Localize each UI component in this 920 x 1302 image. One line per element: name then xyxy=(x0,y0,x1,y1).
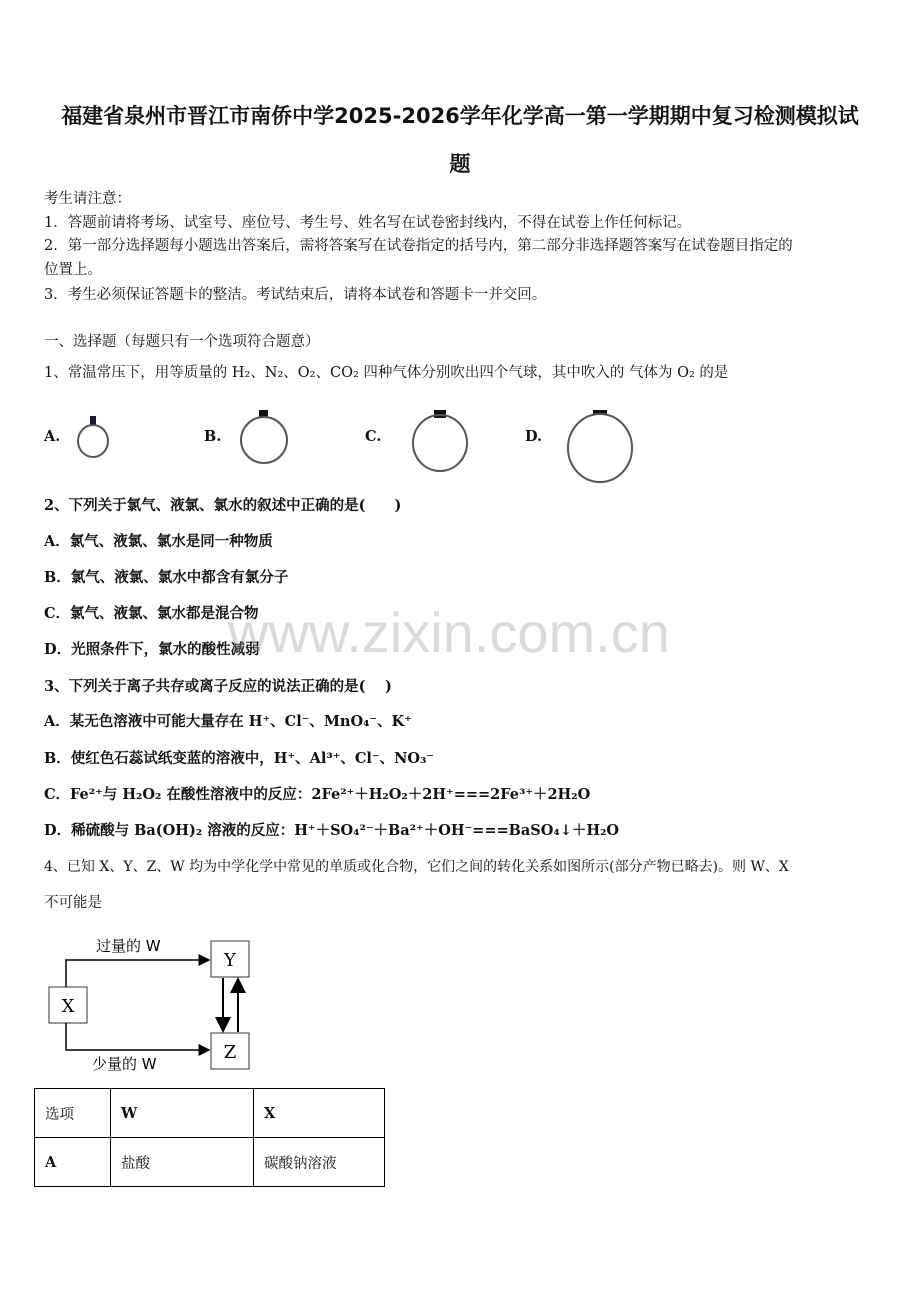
q3-option: C．Fe²⁺与 H₂O₂ 在酸性溶液中的反应：2Fe²⁺＋H₂O₂＋2H⁺===2Fe³⁺＋2H₂O xyxy=(44,786,591,803)
section-heading: 一、选择题（每题只有一个选项符合题意） xyxy=(44,334,320,350)
header-cell: W xyxy=(111,1089,254,1138)
notice-heading: 考生请注意： xyxy=(44,191,131,207)
conversion-diagram xyxy=(40,930,270,1075)
balloon-figures xyxy=(0,410,700,490)
q1-option-c: C. xyxy=(365,428,382,445)
q1-option-a: A. xyxy=(44,428,61,445)
q3-option: B．使红色石蕊试纸变蓝的溶液中，H⁺、Al³⁺、Cl⁻、NO₃⁻ xyxy=(44,750,434,767)
notice-item: 位置上。 xyxy=(44,262,102,278)
answer-table xyxy=(34,1088,385,1187)
q4-stem: 4、已知 X、Y、Z、W 均为中学化学中常见的单质或化合物，它们之间的转化关系如图所示(部分产物已略去)。则 W、X xyxy=(44,859,789,875)
title-line-2: 题 xyxy=(449,152,471,176)
q1-option-b: B. xyxy=(204,428,222,445)
watermark: www.zixin.com.cn xyxy=(228,601,670,664)
q3-option: D．稀硫酸与 Ba(OH)₂ 溶液的反应：H⁺＋SO₄²⁻＋Ba²⁺＋OH⁻===BaSO₄↓＋H₂O xyxy=(44,822,620,839)
q1-option-d: D. xyxy=(525,428,543,445)
q2-stem: 2、下列关于氯气、液氯、氯水的叙述中正确的是( ) xyxy=(44,497,402,514)
balloon-b-icon xyxy=(241,410,287,463)
q2-option: A．氯气、液氯、氯水是同一种物质 xyxy=(44,533,273,550)
top-arrow-label: 过量的 W xyxy=(96,937,161,955)
q2-option: B．氯气、液氯、氯水中都含有氯分子 xyxy=(44,569,289,586)
notice-item: 2．第一部分选择题每小题选出答案后，需将答案写在试卷指定的括号内，第二部分非选择题答案写在试卷题目指定的 xyxy=(44,238,793,254)
table-row xyxy=(35,1138,385,1187)
q2-option: C．氯气、液氯、氯水都是混合物 xyxy=(44,605,259,622)
q2-option: D．光照条件下，氯水的酸性减弱 xyxy=(44,641,260,658)
table-cell: A xyxy=(35,1138,111,1187)
node-y: Y xyxy=(224,950,236,971)
node-x: X xyxy=(61,996,75,1017)
header-cell: 选项 xyxy=(35,1089,111,1138)
title-line-1: 福建省泉州市晋江市南侨中学2025-2026学年化学高一第一学期期中复习检测模拟试 xyxy=(61,104,859,128)
balloon-a-icon xyxy=(78,416,108,457)
header-cell: X xyxy=(254,1089,385,1138)
balloon-d-icon xyxy=(568,410,632,482)
bottom-arrow-label: 少量的 W xyxy=(92,1055,157,1073)
table-cell: 碳酸钠溶液 xyxy=(254,1138,385,1187)
table-cell: 盐酸 xyxy=(111,1138,254,1187)
balloon-c-icon xyxy=(413,410,467,471)
table-header-row xyxy=(35,1089,385,1138)
q3-stem: 3、下列关于离子共存或离子反应的说法正确的是( ) xyxy=(44,678,392,695)
q3-option: A．某无色溶液中可能大量存在 H⁺、Cl⁻、MnO₄⁻、K⁺ xyxy=(44,713,412,730)
notice-item: 1．答题前请将考场、试室号、座位号、考生号、姓名写在试卷密封线内，不得在试卷上作任何标记。 xyxy=(44,215,692,231)
node-z: Z xyxy=(223,1042,237,1063)
q4-stem-cont: 不可能是 xyxy=(44,895,102,911)
q1-stem: 1、常温常压下，用等质量的 H₂、N₂、O₂、CO₂ 四种气体分别吹出四个气球，其中吹入的 气体为 O₂ 的是 xyxy=(44,365,729,381)
notice-item: 3．考生必须保证答题卡的整洁。考试结束后，请将本试卷和答题卡一并交回。 xyxy=(44,287,547,303)
